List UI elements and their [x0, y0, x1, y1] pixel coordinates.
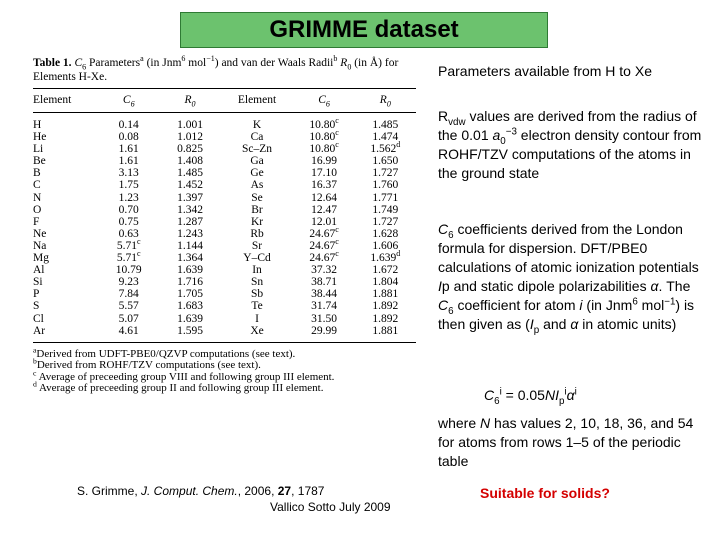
cell-r0: 1.287 — [177, 215, 203, 228]
parameter-table — [33, 88, 416, 343]
cell-r0: 1.639 — [177, 264, 203, 277]
point-rvdw: $R_{vdw}$ values are derived from the radius of the 0.01 $a_0^{-3}$ electron density contour from ROHF/TZV computations of the atoms in the ground state — [438, 108, 702, 181]
cell-element-2: Ga — [250, 155, 264, 168]
cell-r0: 1.485 — [177, 167, 203, 180]
col-header-element: Element — [33, 89, 98, 113]
table-caption-label: Table 1. — [33, 57, 72, 69]
cell-element: F — [33, 215, 40, 228]
table-caption-text: $C_6$ Parameters$^a$ (in Jnm$^6$ mol$^{-1}$) and van der Waals Radii$^b$ $R_0$ (in Å) for Elements H-Xe. — [33, 54, 399, 83]
table-row — [33, 167, 416, 179]
col-header-c6-2: $C_6$ — [293, 89, 354, 113]
table-footnotes — [33, 345, 416, 395]
cell-c6-2: 31.74 — [311, 300, 337, 313]
cell-c6: 0.63 — [118, 227, 139, 240]
footnote-a: $^a$Derived from UDFT-PBE0/QZVP computations (see text). — [33, 345, 296, 360]
cell-element-2: Ge — [250, 167, 264, 180]
cell-element-2: Sc–Zn — [242, 143, 273, 156]
c6-formula: $C_6^i = 0.05NI_p^i\alpha^i$ — [484, 386, 577, 407]
cell-r0: 1.012 — [177, 131, 203, 144]
cell-r0-2: 1.474 — [372, 131, 399, 144]
point-n-values: where N has values 2, 10, 18, 36, and 54 for atoms from rows 1–5 of the periodic table — [438, 415, 694, 469]
cell-c6-2: 17.10 — [311, 167, 337, 180]
table-header-row — [33, 89, 416, 113]
col-header-c6: $C_6$ — [98, 89, 159, 113]
table-row — [33, 240, 416, 252]
table-row — [33, 216, 416, 228]
slide-title-text: GRIMME dataset — [269, 16, 459, 43]
footnote-c: $^c$ Average of preceeding group VIII and following group III element. — [33, 368, 335, 383]
cell-c6-2: 10.80$^c$ — [309, 128, 339, 144]
cell-r0: 1.716 — [177, 276, 203, 289]
cell-r0: 1.683 — [177, 300, 203, 313]
cell-r0-2: 1.606 — [372, 239, 399, 252]
cell-r0-2: 1.639$^d$ — [370, 249, 401, 265]
cell-c6: 0.70 — [118, 203, 139, 216]
table-row — [33, 131, 416, 143]
cell-element-2: Kr — [250, 215, 264, 228]
cell-element-2: Y–Cd — [243, 252, 271, 265]
cell-c6-2: 10.80$^c$ — [309, 116, 339, 131]
table-body — [33, 113, 416, 343]
cell-r0-2: 1.727 — [372, 215, 399, 228]
table-row — [33, 155, 416, 167]
cell-element-2: Sb — [250, 288, 264, 301]
cell-c6-2: 24.67$^c$ — [309, 225, 339, 240]
cell-c6-2: 24.67$^c$ — [309, 237, 339, 252]
cell-c6: 1.75 — [118, 179, 139, 192]
cell-element: O — [33, 203, 42, 216]
cell-element: Ar — [33, 325, 98, 343]
table-row — [33, 113, 416, 132]
footnote-b: $^b$Derived from ROHF/TZV computations (see text). — [33, 356, 261, 372]
cell-c6: 3.13 — [118, 167, 139, 180]
cell-c6-2: 16.99 — [311, 155, 337, 168]
cell-r0: 0.825 — [177, 143, 203, 156]
cell-r0-2: 1.749 — [372, 203, 399, 216]
cell-r0: 1.342 — [177, 203, 203, 216]
cell-r0-2: 1.771 — [372, 191, 399, 204]
cell-c6-2: 38.44 — [311, 288, 337, 301]
table-caption — [33, 56, 416, 84]
cell-c6: 5.57 — [118, 300, 139, 313]
cell-c6-2: 12.47 — [311, 203, 337, 216]
cell-element-2: I — [255, 312, 259, 325]
table-row — [33, 313, 416, 325]
cell-c6-2: 29.99 — [293, 325, 354, 343]
cell-c6: 5.07 — [118, 312, 139, 325]
cell-r0: 1.397 — [177, 191, 203, 204]
cell-r0-2: 1.727 — [372, 167, 399, 180]
cell-element: He — [33, 131, 47, 144]
citation: S. Grimme, J. Comput. Chem., 2006, 27, 1787 — [77, 484, 325, 498]
cell-c6-2: 10.80$^c$ — [309, 140, 339, 156]
cell-r0-2: 1.562$^d$ — [370, 140, 401, 156]
table-row — [33, 276, 416, 288]
cell-element: H — [33, 119, 42, 131]
cell-r0-2: 1.628 — [372, 227, 399, 240]
cell-r0-2: 1.760 — [372, 179, 399, 192]
cell-element: Si — [33, 276, 43, 289]
cell-c6-2: 31.50 — [311, 312, 337, 325]
table-row — [33, 325, 416, 343]
cell-c6: 0.14 — [118, 119, 139, 131]
cell-c6: 4.61 — [98, 325, 159, 343]
cell-r0-2: 1.485 — [372, 119, 399, 131]
cell-c6-2: 38.71 — [311, 276, 337, 289]
cell-element-2: Te — [251, 300, 263, 313]
cell-element: Na — [33, 239, 47, 252]
table-row — [33, 179, 416, 191]
table-row — [33, 143, 416, 155]
cell-element-2: Rb — [250, 227, 264, 240]
cell-r0: 1.001 — [177, 119, 203, 131]
cell-c6: 0.08 — [118, 131, 139, 144]
cell-element-2: K — [252, 119, 262, 131]
cell-r0: 1.595 — [159, 325, 220, 343]
table-row — [33, 228, 416, 240]
cell-c6-2: 16.37 — [311, 179, 337, 192]
col-header-element-2: Element — [221, 89, 294, 113]
cell-element-2: Ca — [250, 131, 264, 144]
cell-element: B — [33, 167, 41, 180]
cell-r0: 1.364 — [177, 252, 203, 265]
cell-r0-2: 1.881 — [372, 288, 399, 301]
cell-c6: 5.71$^c$ — [116, 237, 141, 252]
cell-element: Li — [33, 143, 44, 156]
cell-element-2: Sr — [251, 239, 263, 252]
cell-c6: 10.79 — [115, 264, 142, 277]
cell-c6: 1.23 — [118, 191, 139, 204]
cell-r0: 1.705 — [177, 288, 203, 301]
cell-element-2: In — [252, 264, 262, 277]
cell-element: P — [33, 288, 40, 301]
cell-c6: 0.75 — [118, 215, 139, 228]
cell-c6: 5.71$^c$ — [116, 249, 141, 265]
parameter-table-block — [33, 56, 416, 395]
footnote-d: $^d$ Average of preceeding group II and following group III element. — [33, 379, 324, 395]
cell-element: Be — [33, 155, 46, 168]
cell-c6-2: 12.01 — [311, 215, 337, 228]
cell-r0-2: 1.892 — [372, 300, 399, 313]
cell-r0: 1.639 — [177, 312, 203, 325]
cell-r0: 1.452 — [177, 179, 203, 192]
cell-element-2: As — [250, 179, 264, 192]
slide-title — [180, 12, 548, 48]
cell-element: S — [33, 300, 40, 313]
cell-r0-2: 1.672 — [372, 264, 399, 277]
table-row — [33, 192, 416, 204]
cell-r0-2: 1.892 — [372, 312, 399, 325]
table-row — [33, 300, 416, 312]
cell-c6: 1.61 — [118, 143, 139, 156]
solids-question: Suitable for solids? — [480, 485, 610, 501]
cell-element: Al — [33, 264, 45, 277]
cell-r0: 1.408 — [177, 155, 203, 168]
cell-element: C — [33, 179, 41, 192]
cell-c6-2: 12.64 — [311, 191, 337, 204]
point-c6: $C_6$ coefficients derived from the London formula for dispersion. DFT/PBE0 calculations of atomic ionization potentials Ip and static dipole polarizabilities α. The $C_6$ coefficient for atom i (in Jnm$^6$ mol$^{-1}$) is then given as ($I_p$ and α in atomic units) — [438, 221, 699, 336]
footer-location-date: Vallico Sotto July 2009 — [270, 500, 391, 514]
cell-element-2: Br — [251, 203, 263, 216]
cell-r0: 1.144 — [177, 239, 203, 252]
cell-element-2: Sn — [250, 276, 264, 289]
cell-element: N — [33, 191, 42, 204]
col-header-r0-2: $R_0$ — [355, 89, 416, 113]
cell-element-2: Se — [251, 191, 263, 204]
cell-c6-2: 37.32 — [311, 264, 337, 277]
table-row — [33, 204, 416, 216]
point-parameters-range: Parameters available from H to Xe — [438, 63, 652, 79]
cell-r0-2: 1.804 — [372, 276, 399, 289]
cell-r0-2: 1.881 — [355, 325, 416, 343]
table-row — [33, 264, 416, 276]
table-row — [33, 288, 416, 300]
cell-element: Cl — [33, 312, 44, 325]
cell-c6-2: 24.67$^c$ — [309, 249, 339, 265]
cell-element: Ne — [33, 227, 47, 240]
col-header-r0: $R_0$ — [159, 89, 220, 113]
cell-element-2: Xe — [221, 325, 294, 343]
cell-r0-2: 1.650 — [372, 155, 399, 168]
cell-r0: 1.243 — [177, 227, 203, 240]
cell-c6: 9.23 — [118, 276, 139, 289]
table-row — [33, 252, 416, 264]
cell-element: Mg — [33, 252, 49, 265]
cell-c6: 1.61 — [118, 155, 139, 168]
cell-c6: 7.84 — [118, 288, 139, 301]
